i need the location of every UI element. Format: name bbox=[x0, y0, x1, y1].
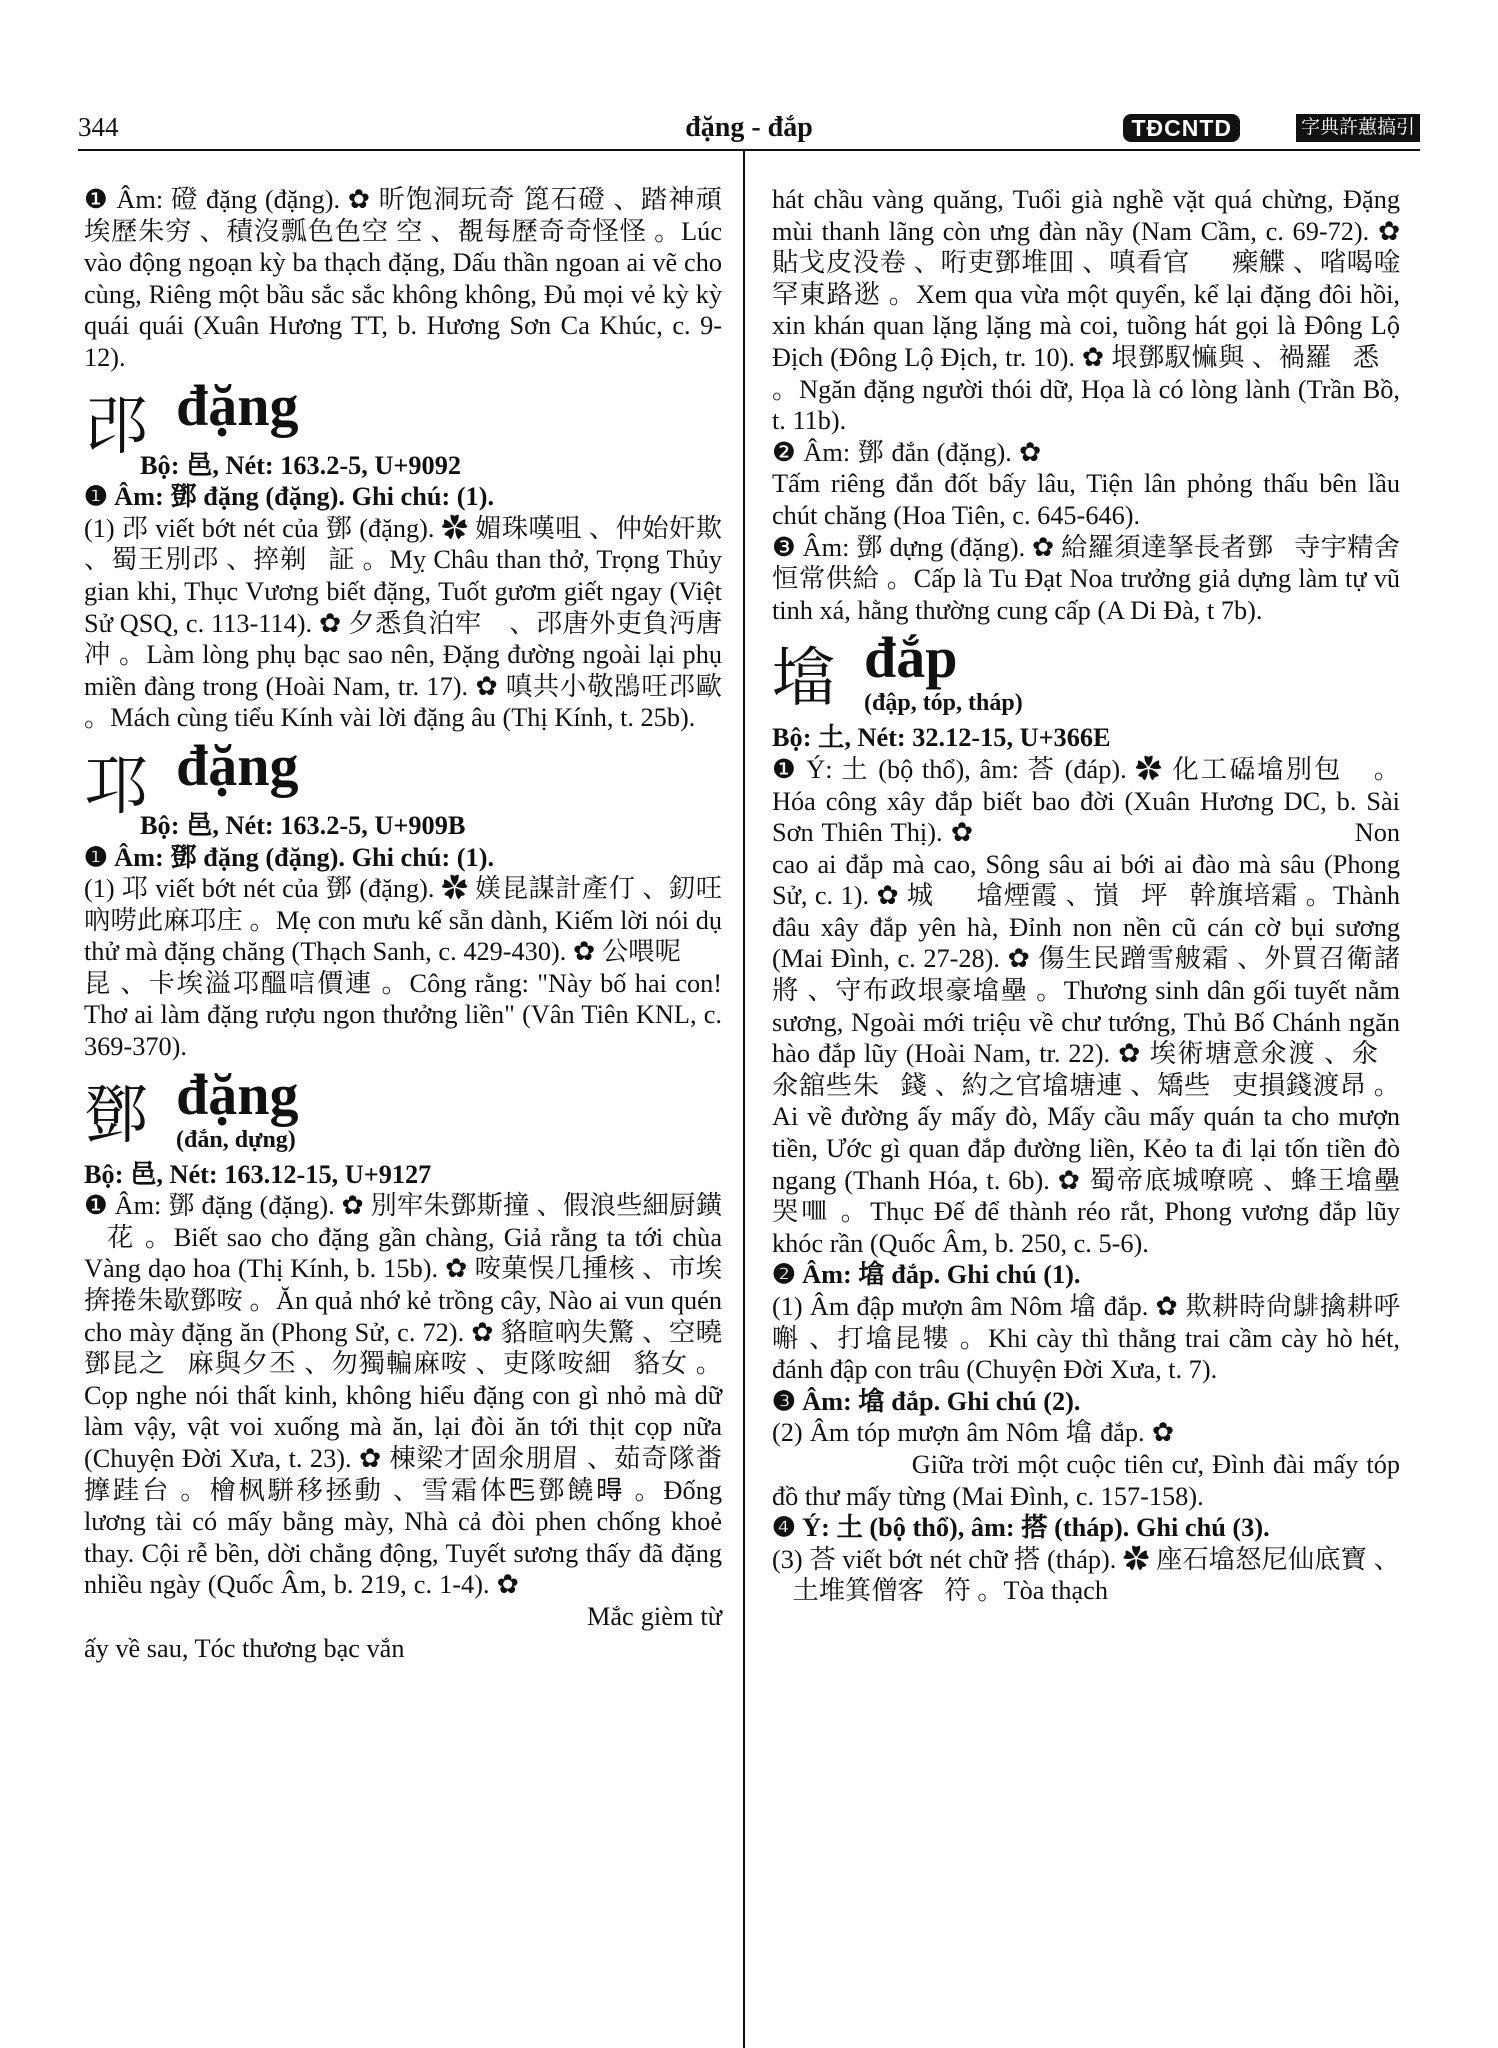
alternate-readings: (đắn, dựng) bbox=[176, 1126, 296, 1153]
radical-info: Bộ: 邑, Nét: 163.2-5, U+909B bbox=[140, 810, 466, 840]
page-header bbox=[78, 108, 1420, 148]
page-number: 344 bbox=[78, 112, 119, 142]
column-divider bbox=[743, 150, 745, 2048]
running-title: đặng - đắp bbox=[685, 112, 813, 143]
entry-character: 鄧 bbox=[84, 1078, 148, 1153]
note-paragraph: (1) Âm đập mượn âm Nôm 墖 đắp. ✿ 欺耕時尙𪁹擒耕呼嘝 、打墖昆𤛠 。Khi cày thì thằng trai cầm cày hò hét, đánh đập con trâu (Chuyện Đời Xưa, t. 7). bbox=[772, 1292, 1400, 1385]
sense-paragraph: ❸ Âm: 墖 đắp. Ghi chú (2). bbox=[772, 1386, 1081, 1416]
left-column bbox=[84, 184, 722, 1664]
header-rule bbox=[78, 149, 1420, 151]
note-paragraph: (1) 邛 viết bớt nét của 鄧 (đặng). ✿ 媄昆謀計產仃 、釖㕵吶唠此麻邛庄 。Mẹ con mưu kế sẵn dành, Kiếm lời nói dụ thử mà đặng chăng (Thạch Sanh, c. 429-430). ✿ 公喂呢𠿯𠁑昆 、卡埃溢邛醞唁價連 。Công rằng: "Này bố hai con! Thơ ai làm đặng rượu ngon thưởng liền" (Vân Tiên KNL, c. 369-370). bbox=[84, 874, 722, 1062]
entry-heading bbox=[84, 1061, 722, 1159]
radical-info: Bộ: 邑, Nét: 163.2-5, U+9092 bbox=[140, 450, 462, 480]
radical-info: Bộ: 邑, Nét: 163.12-15, U+9127 bbox=[84, 1159, 432, 1189]
publisher-logo: TĐCNTD bbox=[1123, 114, 1240, 142]
note-paragraph: (2) Âm tóp mượn âm Nôm 墖 đắp. ✿ 𡧲𡗶没局仙居 、亭臺氽墖图書氽層 。Giữa trời một cuộc tiên cư, Đình đài mấy tóp đồ thư mấy từng (Mai Đình, c. 157-158). bbox=[772, 1418, 1400, 1511]
entry-character: 墖 bbox=[772, 642, 836, 717]
sense-paragraph: ❶ Âm: 磴 đặng (đặng). ✿ 昕饱洞玩奇 箆石磴 、踏神頑埃歷朱穷 、積沒瓢色色空 空 、覩每歷奇奇怪怪 。Lúc vào động ngoạn kỳ ba thạch đặng, Dấu thần ngoan ai vẽ cho cùng, Riêng một bầu sắc sắc không không, Đủ mọi vẻ kỳ kỳ quái quái (Xuân Hương TT, b. Hương Sơn Ca Khúc, c. 9-12). bbox=[84, 185, 722, 372]
sense-paragraph: ❷ Âm: 墖 đắp. Ghi chú (1). bbox=[772, 1260, 1081, 1290]
sense-paragraph: hát chầu vàng quăng, Tuổi già nghề vặt quá chừng, Đặng mùi thanh lãng còn ưng đàn nầy (Nam Cầm, c. 69-72). ✿ 貼戈皮没卷 、哘吏鄧堆囬 、嗔看官𤄲𤄲㾹䚢 、㗂喝唫罕東路逖 。Xem qua vừa một quyển, kể lại đặng đôi hồi, xin khán quan lặng lặng mà coi, tuồng hát gọi là Đông Lộ Địch (Đông Lộ Địch, tr. 10). ✿ 垠鄧馭𢠩與 、禍羅𥋳悉𢝙 。Ngăn đặng người thói dữ, Họa là có lòng lành (Trần Bồ, t. 11b). bbox=[772, 185, 1400, 436]
note-paragraph: (3) 荅 viết bớt nét chữ 搭 (tháp). ✿ 座石墖怒尼仙底寶 、𡋂土堆箕僧客𡋂符 。Tòa thạch bbox=[772, 1544, 1400, 1606]
headword: đắp bbox=[864, 625, 958, 691]
book-logo: 字典許蕙搞引 bbox=[1296, 114, 1420, 142]
entry-heading bbox=[772, 625, 1400, 722]
sense-paragraph: ❶ Ý: 土 (bộ thổ), âm: 荅 (đáp). ✿ 化工𥗐墖別包𦬑 。Hóa công xây đắp biết bao đời (Xuân Hương DC, b. Sài Sơn Thiên Thị). ✿ 𡽫高埃墖𢠩高 、滝溇埃擺埃陶𢠩溇 。Non cao ai đắp mà cao, Sông sâu ai bới ai đào mà sâu (Phong Sử, c. 1). ✿ 城𠅍𥗐墖煙霞 、嵿𡽫坪𦬑幹旗培霜 。Thành đâu xây đắp yên hà, Đỉnh non nền cũ cán cờ bụi sương (Mai Đình, c. 27-28). ✿ 傷生民蹭雪𦨭霜 、外買召衛諸將 、守布政垠豪墖壘 。Thương sinh dân gối tuyết nằm sương, Ngoài mới triệu về chư tướng, Thủ Bố Chánh ngăn hào đắp lũy (Hoài Nam, tr. 22). ✿ 埃術塘意氽渡 、氽𣙩氽舘些朱𢹣錢 、約之官墖塘連 、矯些𧺀吏損錢渡昂 。Ai về đường ấy mấy đò, Mấy cầu mấy quán ta cho mượn tiền, Ước gì quan đắp đường liền, Kẻo ta đi lại tốn tiền đò ngang (Thanh Hóa, t. 6b). ✿ 蜀帝底城嘹喨 、蜂王墖壘哭𠰘 。Thục Đế để thành réo rắt, Phong vương đắp lũy khóc rần (Quốc Âm, b. 250, c. 5-6). bbox=[772, 754, 1400, 1258]
entry-character: 邛 bbox=[84, 749, 148, 824]
sense-paragraph: ❶ Âm: 鄧 đặng (đặng). Ghi chú: (1). bbox=[84, 842, 495, 872]
sense-paragraph: ❸ Âm: 鄧 dựng (đặng). ✿ 給羅須達拏長者鄧𢹣寺宇精舍恒常供給 。Cấp là Tu Đạt Noa trưởng giả dựng làm tự vũ tinh xá, hằng thường cung cấp (A Di Đà, t 7b). bbox=[772, 532, 1400, 625]
sense-paragraph: ❹ Ý: 土 (bộ thổ), âm: 搭 (tháp). Ghi chú (3). bbox=[772, 1513, 1270, 1543]
entry-character: 邔 bbox=[84, 389, 148, 464]
sense-paragraph: ❶ Âm: 鄧 đặng (đặng). ✿ 別牢朱鄧斯撞 、假浪些細厨鐄𠽋花 。Biết sao cho đặng gần chàng, Giả rằng ta tới chùa Vàng dạo hoa (Thị Kính, b. 15b). ✿ 咹菓悮几揰核 、市埃捹捲朱歇鄧咹 。Ăn quả nhớ kẻ trồng cây, Nào ai vun quén cho mày đặng ăn (Phong Sử, c. 72). ✿ 貉暄吶失驚 、空曉鄧昆之𨅹麻與夕丕 、勿獨䡢麻咹 、吏隊咹細𦛋貉女 。Cọp nghe nói thất kinh, không hiểu đặng con gì nhỏ mà dữ làm vậy, vật voi xuống mà ăn, lại đòi ăn tới thịt cọp nữa (Chuyện Đời Xưa, t. 23). ✿ 棟梁才固氽朋眉 、茹奇隊畨擵跬台 。檜枫駢移拯動 、雪霜体𠀧鄧饒𣈜 。Đống lương tài có mấy bằng mày, Nhà cả đòi phen chống khoẻ thay. Cội rễ bền, dời chẳng động, Tuyết sương thấy đã đặng nhiều ngày (Quốc Âm, b. 219, c. 1-4). ✿ 𦄵讒自氏術𧿫 、鬘傷泊𪒂喝朝鐄挑 、歲𫼮藝勿過澄 、鄧味清潮群應彈尼 。Mắc gièm từ ấy về sau, Tóc thương bạc vắn bbox=[84, 1191, 722, 1663]
right-column bbox=[772, 184, 1400, 1607]
headword: đặng bbox=[176, 732, 299, 798]
headword: đặng bbox=[176, 1061, 299, 1127]
headword: đặng bbox=[176, 372, 299, 438]
radical-info: Bộ: 土, Nét: 32.12-15, U+366E bbox=[772, 723, 1111, 753]
note-paragraph: (1) 邔 viết bớt nét của 鄧 (đặng). ✿ 媚珠嘆咀 、仲始奸欺 、蜀王別邔 、捽剃𫩞証 。Mỵ Châu than thở, Trọng Thủy gian khi, Thục Vương biết đặng, Tuốt gươm giết ngay (Việt Sử QSQ, c. 113-114). ✿ 夕悉負泊牢𨱽 、邔唐外吏負沔唐冲 。Làm lòng phụ bạc sao nên, Đặng đường ngoài lại phụ miền đàng trong (Hoài Nam, tr. 17). ✿ 嗔共小敬𪁳㕵邔歐 。Mách cùng tiểu Kính vài lời đặng âu (Thị Kính, t. 25b). bbox=[84, 513, 722, 733]
alternate-readings: (đập, tóp, tháp) bbox=[864, 690, 1023, 717]
sense-paragraph: ❷ Âm: 鄧 đắn (đặng). ✿ 𦚐貧鄧突閉数 、便鱗倣透邊楼𠁑庄 。Tấm riêng đắn đốt bấy lâu, Tiện lân phỏng thấu bên lầu chút chăng (Hoa Tiên, c. 645-646). bbox=[772, 437, 1400, 530]
sense-paragraph: ❶ Âm: 鄧 đặng (đặng). Ghi chú: (1). bbox=[84, 482, 495, 512]
